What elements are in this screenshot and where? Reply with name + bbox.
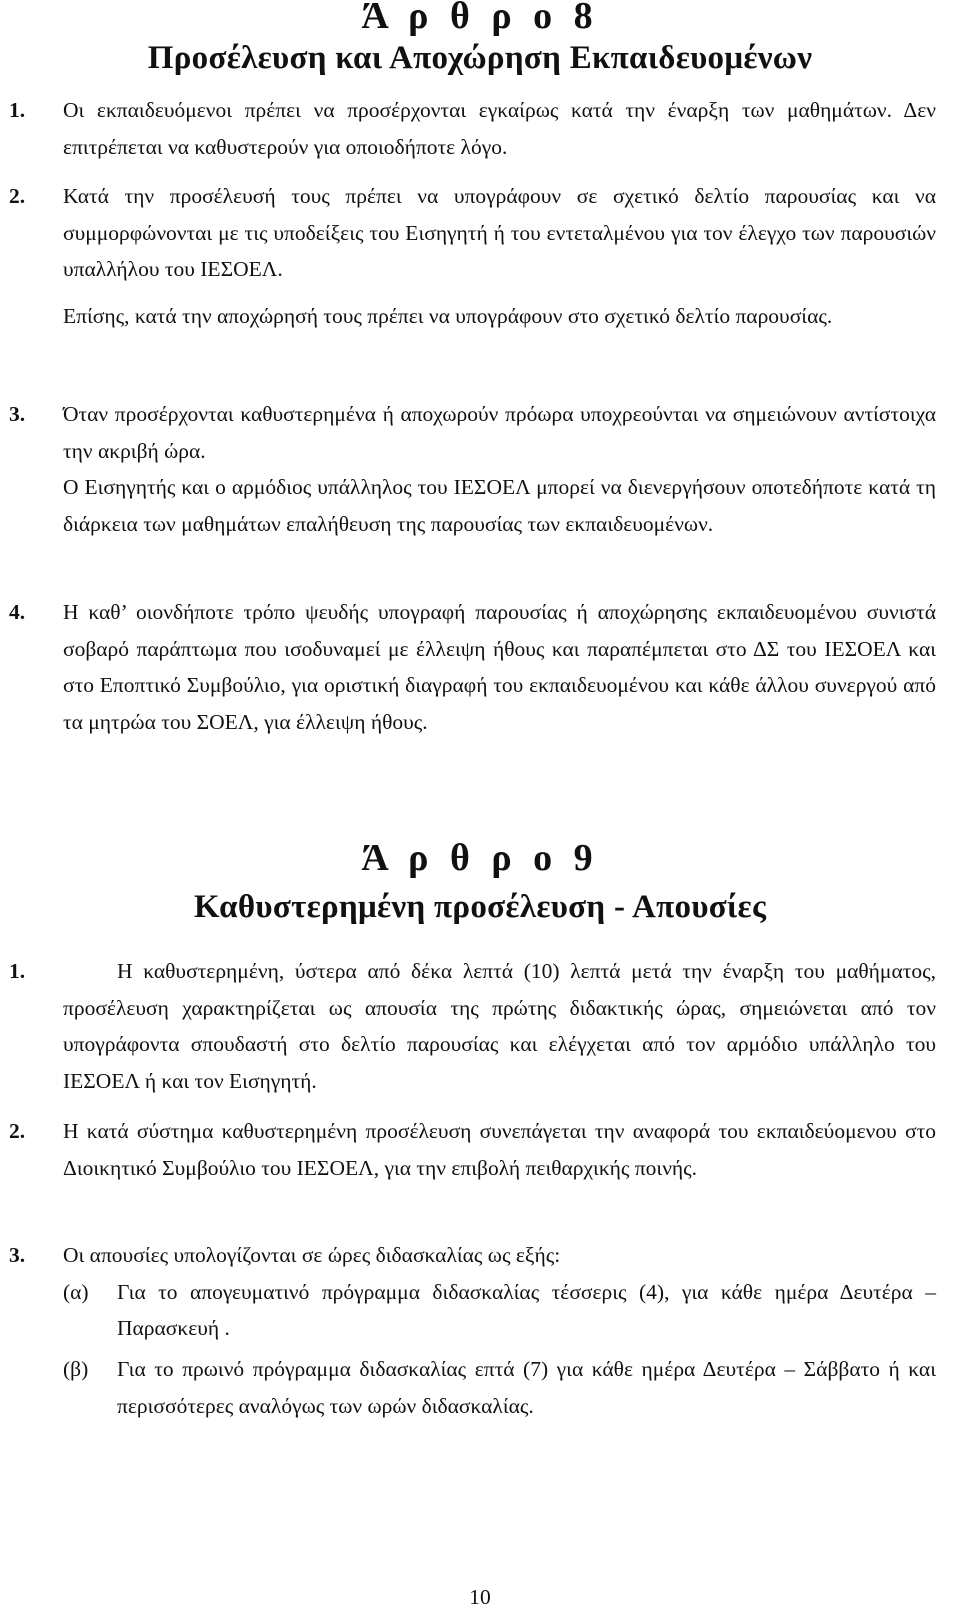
- item-paragraph: Οι εκπαιδευόμενοι πρέπει να προσέρχονται εγκαίρως κατά την έναρξη των μαθημάτων. Δεν επιτρέπεται να καθυστερούν για οποιοδήποτε λόγο.: [63, 98, 936, 159]
- sub-item-a: [63, 1274, 936, 1347]
- article-9-heading: [0, 838, 960, 928]
- page-number: 10: [469, 1585, 491, 1609]
- item-paragraph: Η καθυστερημένη, ύστερα από δέκα λεπτά (10) λεπτά μετά την έναρξη του μαθήματος, προσέλευση χαρακτηρίζεται ως απουσία της πρώτης διδακτικής ώρας, σημειώνεται από τον υπογράφοντα σπουδαστή στο δελτίο παρουσίας και ελέγχεται από τον αρμόδιο υπάλληλο του ΙΕΣΟΕΛ ή και τον Εισηγητή.: [63, 959, 936, 1094]
- article-9-item-2: [0, 1113, 960, 1186]
- item-paragraph: Ο Εισηγητής και ο αρμόδιος υπάλληλος του ΙΕΣΟΕΛ μπορεί να διενεργήσουν οποτεδήποτε κατά τη διάρκεια των μαθημάτων επαλήθευση της παρουσίας των εκπαιδευομένων.: [63, 475, 936, 537]
- item-paragraph: Η κατά σύστημα καθυστερημένη προσέλευση συνεπάγεται την αναφορά του εκπαιδεύομενου στο Διοικητικό Συμβούλιο του ΙΕΣΟΕΛ, για την επιβολή πειθαρχικής ποινής.: [63, 1119, 936, 1180]
- article-8-item-4: [0, 594, 960, 741]
- item-number: 2.: [9, 1119, 26, 1143]
- item-number: 1.: [9, 959, 26, 983]
- sub-item-label: (β): [63, 1357, 89, 1382]
- item-number: 3.: [9, 402, 26, 426]
- article-9-item-1: [0, 953, 960, 1100]
- sub-item-b: [63, 1351, 936, 1424]
- article-8-item-3: [0, 396, 960, 543]
- item-number: 3.: [9, 1243, 26, 1267]
- item-number: 4.: [9, 600, 26, 624]
- item-paragraph: Επίσης, κατά την αποχώρησή τους πρέπει να υπογράφουν στο σχετικό δελτίο παρουσίας.: [63, 304, 833, 329]
- article-8-item-2: [0, 178, 960, 335]
- article-9-title: Καθυστερημένη προσέλευση - Απουσίες: [193, 889, 767, 925]
- sub-item-text: Για το απογευματινό πρόγραμμα διδασκαλίας τέσσερις (4), για κάθε ημέρα Δευτέρα – Παρασκευή .: [117, 1279, 936, 1341]
- item-paragraph: Κατά την προσέλευσή τους πρέπει να υπογράφουν σε σχετικό δελτίο παρουσίας και να συμμορφώνονται με τις υποδείξεις του Εισηγητή ή του εντεταλμένου για τον έλεγχο των παρουσιών υπαλλήλου του ΙΕΣΟΕΛ.: [63, 184, 936, 282]
- article-9-number: Ά ρ θ ρ ο 9: [361, 837, 599, 879]
- item-number: 1.: [9, 98, 26, 122]
- sub-item-label: (α): [63, 1279, 89, 1304]
- article-8-title: Προσέλευση και Αποχώρηση Εκπαιδευομένων: [147, 40, 813, 76]
- item-paragraph: Όταν προσέρχονται καθυστερημένα ή αποχωρούν πρόωρα υποχρεούνται να σημειώνουν αντίστοιχα την ακριβή ώρα.: [63, 402, 936, 463]
- article-8-item-1: [0, 92, 960, 165]
- item-intro: Οι απουσίες υπολογίζονται σε ώρες διδασκαλίας ως εξής:: [63, 1243, 561, 1267]
- article-8-heading: [0, 0, 960, 79]
- article-8-number: Ά ρ θ ρ ο 8: [361, 0, 599, 37]
- article-9-item-3: [0, 1237, 960, 1425]
- item-number: 2.: [9, 184, 26, 208]
- sub-item-text: Για το πρωινό πρόγραμμα διδασκαλίας επτά (7) για κάθε ημέρα Δευτέρα – Σάββατο ή και περισσότερες αναλόγως των ωρών διδασκαλίας.: [117, 1357, 936, 1418]
- item-paragraph: Η καθ’ οιονδήποτε τρόπο ψευδής υπογραφή παρουσίας ή αποχώρησης εκπαιδευομένου συνιστά σοβαρό παράπτωμα που ισοδυναμεί με έλλειψη ήθους και παραπέμπεται στο ΔΣ του ΙΕΣΟΕΛ και στο Εποπτικό Συμβούλιο, για οριστική διαγραφή του εκπαιδευομένου και κάθε άλλου συνεργού από τα μητρώα του ΣΟΕΛ, για έλλειψη ήθους.: [63, 600, 936, 735]
